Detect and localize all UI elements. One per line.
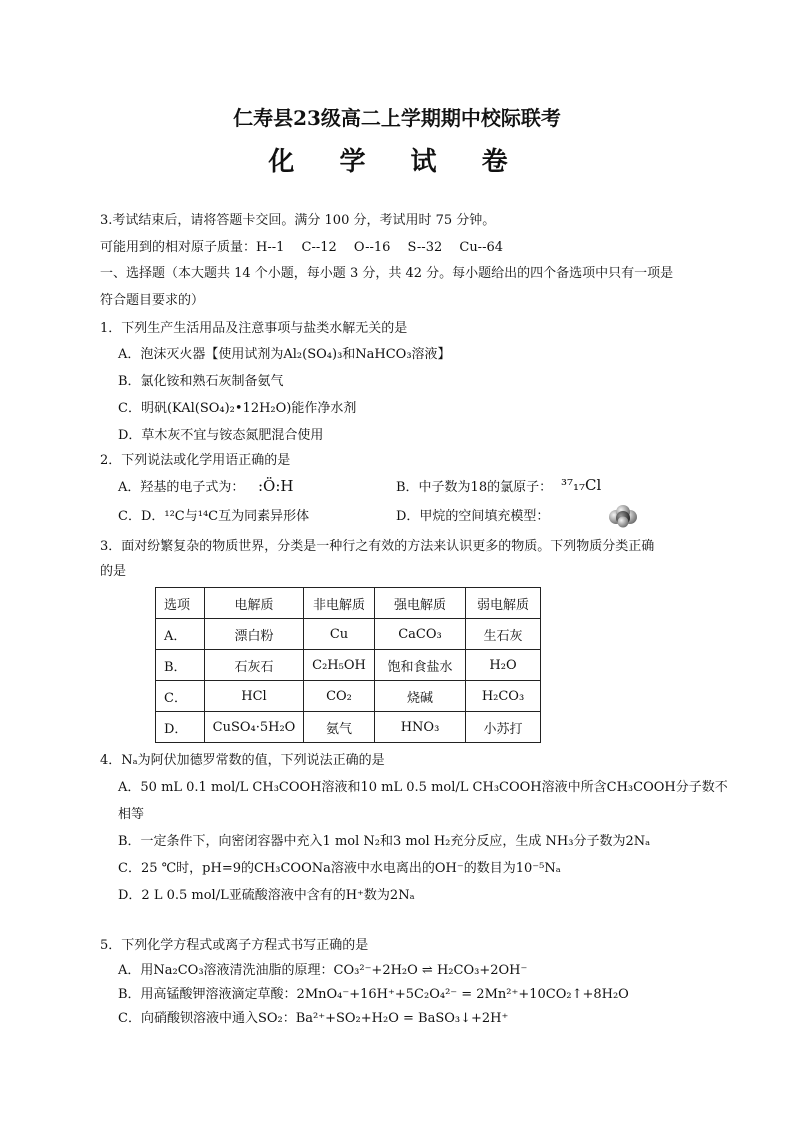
table-cell: A． — [156, 619, 205, 650]
table-header-cell: 选项 — [156, 588, 205, 619]
chlorine-isotope-symbol: ³⁷₁₇Cl — [561, 476, 602, 494]
table-row — [156, 619, 541, 650]
question-1-option-d: D．草木灰不宜与铵态氮肥混合使用 — [118, 428, 324, 443]
question-5-option-c: C．向硝酸钡溶液中通入SO₂：Ba²⁺+SO₂+H₂O = BaSO₃↓+2H⁺ — [118, 1011, 509, 1026]
section-heading-line2: 符合题目要求的） — [100, 293, 205, 308]
question-4-option-c: C．25 ℃时，pH=9的CH₃COONa溶液中水电离出的OH⁻的数目为10⁻⁵Nₐ — [118, 861, 561, 876]
question-1-option-a: A．泡沫灭火器【使用试剂为Al₂(SO₄)₃和NaHCO₃溶液】 — [118, 347, 451, 362]
table-cell: C． — [156, 681, 205, 712]
table-header-cell: 弱电解质 — [466, 588, 541, 619]
classification-table — [155, 587, 541, 743]
question-2-option-a: A．羟基的电子式为： — [118, 480, 245, 495]
question-4-option-b: B．一定条件下，向密闭容器中充入1 mol N₂和3 mol H₂充分反应，生成 NH₃分子数为2Nₐ — [118, 834, 651, 849]
table-cell: H₂O — [466, 650, 541, 681]
table-cell: C₂H₅OH — [304, 650, 375, 681]
question-1-option-c: C．明矾(KAl(SO₄)₂•12H₂O)能作净水剂 — [118, 401, 357, 416]
question-5-option-a: A．用Na₂CO₃溶液清洗油脂的原理：CO₃²⁻+2H₂O ⇌ H₂CO₃+2OH⁻ — [118, 963, 528, 978]
table-cell: CuSO₄·5H₂O — [205, 712, 304, 743]
table-cell: 小苏打 — [466, 712, 541, 743]
question-1-stem: 1．下列生产生活用品及注意事项与盐类水解无关的是 — [100, 321, 408, 336]
question-2-stem: 2．下列说法或化学用语正确的是 — [100, 453, 291, 468]
question-2-option-d: D．甲烷的空间填充模型： — [396, 509, 550, 524]
table-row — [156, 650, 541, 681]
table-cell: 石灰石 — [205, 650, 304, 681]
exam-title: 仁寿县23级高二上学期期中校际联考 — [233, 106, 561, 130]
hydroxyl-electron-formula: :Ö:H — [258, 477, 294, 495]
table-cell: Cu — [304, 619, 375, 650]
table-cell: CaCO₃ — [375, 619, 466, 650]
table-row — [156, 712, 541, 743]
question-4-option-d: D．2 L 0.5 mol/L亚硫酸溶液中含有的H⁺数为2Nₐ — [118, 888, 415, 903]
question-4-stem: 4．Nₐ为阿伏加德罗常数的值，下列说法正确的是 — [100, 753, 385, 768]
table-cell: 漂白粉 — [205, 619, 304, 650]
table-cell: 饱和食盐水 — [375, 650, 466, 681]
question-2-option-b: B．中子数为18的氯原子： — [396, 480, 553, 495]
table-cell: CO₂ — [304, 681, 375, 712]
question-2-option-c: C．D．¹²C与¹⁴C互为同素异形体 — [118, 509, 310, 524]
table-cell: H₂CO₃ — [466, 681, 541, 712]
table-header-cell: 非电解质 — [304, 588, 375, 619]
table-cell: 氨气 — [304, 712, 375, 743]
table-cell: 生石灰 — [466, 619, 541, 650]
question-5-option-b: B．用高锰酸钾溶液滴定草酸：2MnO₄⁻+16H⁺+5C₂O₄²⁻ = 2Mn²⁺+10CO₂↑+8H₂O — [118, 987, 629, 1002]
atomic-masses: 可能用到的相对原子质量：H--1 C--12 O--16 S--32 Cu--64 — [100, 240, 504, 255]
table-cell: HCl — [205, 681, 304, 712]
question-3-stem-line2: 的是 — [100, 564, 127, 579]
table-cell: D． — [156, 712, 205, 743]
question-3-stem-line1: 3．面对纷繁复杂的物质世界，分类是一种行之有效的方法来认识更多的物质。下列物质分类正确 — [100, 539, 655, 554]
methane-model-icon — [608, 504, 638, 528]
table-cell: 烧碱 — [375, 681, 466, 712]
exam-subject: 化 学 试 卷 — [268, 147, 526, 177]
exam-note: 3.考试结束后，请将答题卡交回。满分 100 分，考试用时 75 分钟。 — [100, 213, 496, 228]
question-4-option-a-line2: 相等 — [118, 807, 145, 822]
question-4-option-a-line1: A．50 mL 0.1 mol/L CH₃COOH溶液和10 mL 0.5 mol/L CH₃COOH溶液中所含CH₃COOH分子数不 — [118, 780, 728, 795]
table-header-cell: 强电解质 — [375, 588, 466, 619]
question-1-option-b: B．氯化铵和熟石灰制备氨气 — [118, 374, 284, 389]
table-cell: B． — [156, 650, 205, 681]
table-cell: HNO₃ — [375, 712, 466, 743]
question-5-stem: 5．下列化学方程式或离子方程式书写正确的是 — [100, 938, 369, 953]
section-heading-line1: 一、选择题（本大题共 14 个小题，每小题 3 分，共 42 分。每小题给出的四个备选项中只有一项是 — [100, 266, 674, 281]
table-row — [156, 681, 541, 712]
table-header-cell: 电解质 — [205, 588, 304, 619]
table-header-row — [156, 588, 541, 619]
